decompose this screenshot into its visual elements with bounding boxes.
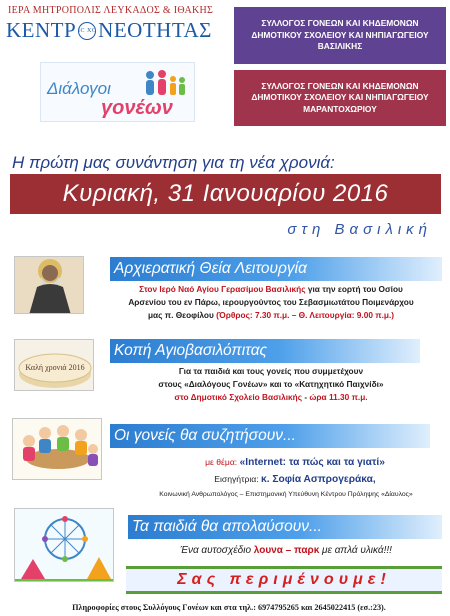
cake-icon: [15, 340, 94, 391]
youth-center-left: ΚΕΝΤΡ: [6, 18, 77, 42]
vasilopita-line-3: [98, 391, 444, 404]
liturgy-feast: για την εορτή του Οσίου: [305, 284, 403, 294]
section-parents-title: Οι γονείς θα συζητήσουν...: [110, 424, 430, 448]
vasilopita-line-2: στους «Διαλόγους Γονέων» και το «Κατηχητικό Παιχνίδι»: [158, 378, 384, 389]
section-children-title: Τα παιδιά θα απολαύσουν...: [128, 515, 442, 539]
theme-value: «Internet: τα πώς και τα γιατί»: [239, 457, 385, 468]
location-text: στη Βασιλική: [287, 221, 432, 238]
liturgy-line-1: [98, 283, 444, 296]
speaker-label: Εισηγήτρια:: [214, 474, 262, 484]
section-vasilopita-title: Κοπή Αγιοβασιλόπιτας: [110, 339, 420, 363]
luna-park-icon: [15, 509, 114, 582]
vasilopita-picture: [14, 339, 94, 391]
association-line: ΣΥΛΛΟΓΟΣ ΓΟΝΕΩΝ ΚΑΙ ΚΗΔΕΜΟΝΩΝ: [261, 80, 419, 91]
contact-info: Πληροφορίες στους Συλλόγους Γονέων και στα τηλ.: 6974795265 και 2645022415 (εσ.:23).: [72, 603, 386, 612]
association-line: ΔΗΜΟΤΙΚΟΥ ΣΧΟΛΕΙΟΥ ΚΑΙ ΝΗΠΙΑΓΩΓΕΙΟΥ: [251, 92, 429, 103]
vasilopita-line-1: Για τα παιδιά και τους γονείς που συμμετέχουν: [178, 366, 364, 376]
youth-center-right: ΝΕΟΤΗΤΑΣ: [98, 18, 212, 42]
liturgy-line-3: [98, 309, 444, 322]
liturgy-bishop: μας π. Θεοφίλου: [147, 309, 217, 320]
discussion-group-icon: [13, 419, 102, 480]
vasilopita-time: ώρα 11.30 π.μ.: [309, 391, 368, 402]
waiting-banner: Σας περιμένουμε!: [126, 566, 442, 594]
luna-park-picture: [14, 508, 114, 582]
theme-label: με θέμα:: [205, 457, 240, 467]
association-line: ΒΑΣΙΛΙΚΗΣ: [317, 41, 363, 52]
date-banner: Κυριακή, 31 Ιανουαρίου 2016: [10, 174, 441, 214]
liturgy-times: (Όρθρος: 7.30 π.μ. – Θ. Λειτουργία: 9.00 π.μ.): [216, 309, 395, 320]
association-line: ΜΑΡΑΝΤΟΧΩΡΙΟΥ: [303, 103, 377, 114]
logo-word-dialogues: Διάλογοι: [47, 79, 111, 98]
first-meeting-text: Η πρώτη μας συνάντηση για τη νέα χρονιά:: [12, 153, 335, 172]
liturgy-line-2: Αρσενίου του εν Πάρω, ιερουργούντος του Σεβασμιωτάτου Ποιμενάρχου: [128, 296, 414, 307]
association-line: ΔΗΜΟΤΙΚΟΥ ΣΧΟΛΕΙΟΥ ΚΑΙ ΝΗΠΙΑΓΩΓΕΙΟΥ: [251, 29, 429, 40]
family-icon: [142, 69, 188, 97]
speaker-role: Κοινωνική Ανθρωπολόγος – Επιστημονική Υπεύθυνη Κέντρου Πρόληψης «Δίαυλος»: [159, 491, 413, 498]
logo-word-parents: γονέων: [101, 97, 173, 119]
section-liturgy-title: Αρχιερατική Θεία Λειτουργία: [110, 257, 442, 281]
children-line-a: Ένα αυτοσχέδιο: [180, 545, 254, 556]
section-parents-speaker: [150, 472, 440, 488]
vasilopita-place: στο Δημοτικό Σχολείο Βασιλικής: [174, 391, 303, 402]
liturgy-church: Στον Ιερό Ναό Αγίου Γερασίμου Βασιλικής: [139, 284, 306, 294]
association-line: ΣΥΛΛΟΓΟΣ ΓΟΝΕΩΝ ΚΑΙ ΚΗΔΕΜΟΝΩΝ: [261, 18, 419, 29]
section-parents-theme: [150, 455, 440, 471]
speaker-name: κ. Σοφία Ασπρογεράκα,: [261, 474, 376, 485]
vasilopita-sep: -: [302, 391, 310, 402]
association-marantochori: [234, 70, 446, 126]
saint-icon-picture: [14, 256, 84, 314]
section-liturgy-body: [98, 283, 444, 322]
dialogues-logo: [40, 62, 195, 122]
parents-discussion-picture: [12, 418, 102, 480]
children-luna-park: λουνα – παρκ: [253, 545, 320, 556]
cake-text: Καλή χρονιά 2016: [25, 363, 85, 372]
association-vasiliki: [234, 7, 446, 64]
saint-portrait-icon: [15, 257, 84, 314]
section-children-body: [128, 543, 444, 559]
section-vasilopita-body: [98, 365, 444, 404]
cross-seal-icon: IC XC: [78, 22, 96, 40]
children-line-b: με απλά υλικά!!!: [319, 545, 392, 556]
youth-center-title: [6, 18, 228, 43]
metropolis-title: ΙΕΡΑ ΜΗΤΡΟΠΟΛΙΣ ΛΕΥΚΑΔΟΣ & ΙΘΑΚΗΣ: [8, 5, 214, 16]
